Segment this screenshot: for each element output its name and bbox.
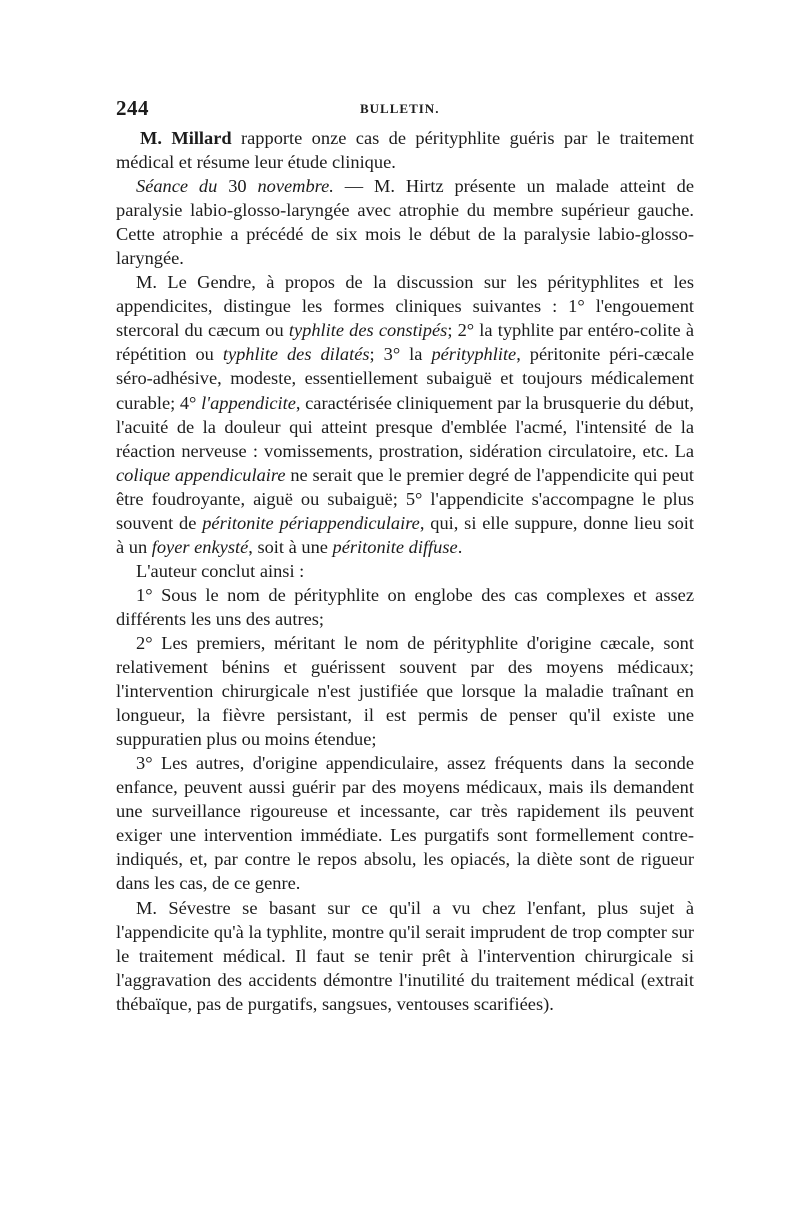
page-number: 244 bbox=[116, 96, 149, 120]
session-heading: Séance du bbox=[136, 176, 218, 197]
paragraph-conclusion-3: 3° Les autres, d'origine appendiculaire, assez fréquents dans la seconde enfance, peuvent aussi guérir par des moyens médicaux, mais ils demandent une surveillance rigoureuse et incessante, car très rapidement ils peuvent exiger une intervention immédiate. Les purgatifs sont formellement contre-indiqués, et, par contre le repos absolu, les opiacés, la diète sont de rigueur dans les cas, de ce genre. bbox=[116, 753, 694, 894]
paragraph-le-gendre: M. Le Gendre, à propos de la discussion sur les pérityphlites et les appendicites, distingue les formes cliniques suivantes : 1° l'engouement stercoral du cæcum ou typhlite des constipés; 2° la typhlite par entéro-colite à répétition ou typhlite des dilatés; 3° la pérityphlite, péritonite péri-cæcale séro-adhésive, modeste, essentiellement subaiguë et toujours médicalement curable; 4° l'appendicite, caractérisée cliniquement par la brusquerie du début, l'acuité de la douleur qui atteint presque d'emblée l'acmé, l'intensité de la réaction nerveuse : vomissements, prostration, sidération circulatoire, etc. La colique appendiculaire ne serait que le premier degré de l'appendicite qui peut être foudroyante, aiguë ou subaiguë; 5° l'appendicite s'accompagne le plus souvent de péritonite périappendiculaire, qui, si elle suppure, donne lieu soit à un foyer enkysté, soit à une péritonite diffuse. bbox=[116, 272, 695, 557]
running-head bbox=[116, 96, 694, 124]
paragraph-millard: M. Millard rapporte onze cas de pérityphlite guéris par le traitement médical et résume leur étude clinique. bbox=[116, 128, 694, 173]
paragraph-conclusion-2: 2° Les premiers, méritant le nom de pérityphlite d'origine cæcale, sont relativement bénins et guérissent souvent par des moyens médicaux; l'intervention chirurgicale n'est justifiée que lorsque la maladie traînant en longueur, la fièvre persistant, il est permis de penser qu'il existe une suppuratien plus ou moins étendue; bbox=[116, 632, 694, 750]
paragraph-conclusion-intro: L'auteur conclut ainsi : bbox=[136, 560, 305, 581]
paragraph-conclusion-1: 1° Sous le nom de pérityphlite on englobe des cas complexes et assez différents les uns des autres; bbox=[116, 584, 694, 629]
running-head-title: BULLETIN. bbox=[360, 101, 440, 116]
paragraph-sevestre: M. Sévestre se basant sur ce qu'il a vu chez l'enfant, plus sujet à l'appendicite qu'à la typhlite, montre qu'il serait imprudent de trop compter sur le traitement médical. Il faut se tenir prêt à l'intervention chirurgicale si l'aggravation des accidents démontre l'inutilité du traitement médical (extrait thébaïque, pas de purgatifs, sangsues, ventouses scarifiées). bbox=[116, 897, 694, 1014]
book-page bbox=[116, 96, 694, 1016]
body-text bbox=[116, 126, 694, 1016]
speaker-name: M. Millard bbox=[140, 128, 232, 148]
paragraph-seance: Séance du 30 novembre. — M. Hirtz présente un malade atteint de paralysie labio-glosso-laryngée avec atrophie du membre supérieur gauche. Cette atrophie a précédé de six mois le début de la paralysie labio-glosso-laryngée. bbox=[116, 176, 694, 269]
